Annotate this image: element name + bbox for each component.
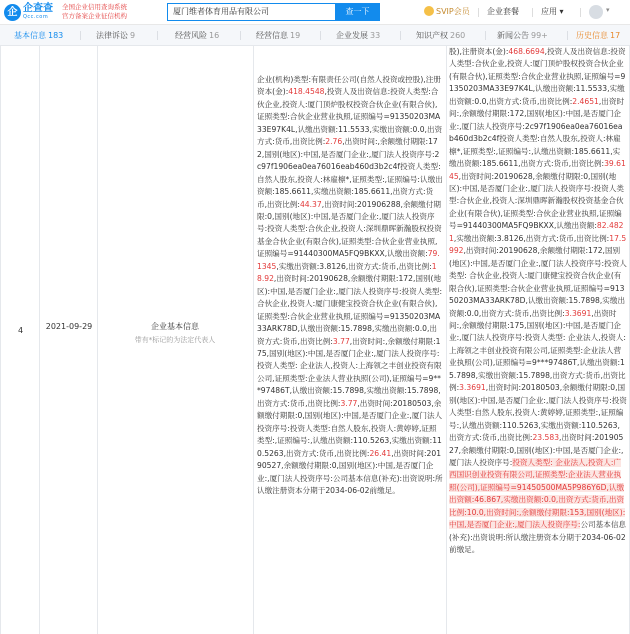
search-button[interactable]: 查一下 [335, 3, 380, 21]
changed-value: 2.4651 [572, 96, 599, 106]
column-divider [253, 46, 254, 634]
change-type: 企业基本信息 [151, 322, 199, 331]
tab-divider [80, 31, 81, 40]
changed-value: 82.4821 [449, 221, 624, 243]
nav-divider [478, 8, 479, 17]
top-header [0, 0, 630, 25]
qcc-logo[interactable] [4, 3, 56, 22]
legal-rep-note: 带有*标记的为法定代表人 [134, 336, 216, 344]
changed-value: 79.1345 [257, 249, 440, 271]
changed-value: 26.41 [369, 448, 392, 458]
tab-divider [240, 31, 241, 40]
record-text: ,实缴出资额:3.8126,出资方式:货币,出资比例: [453, 233, 610, 243]
slogan [62, 3, 162, 21]
tab-divider [157, 31, 158, 40]
app-menu[interactable]: 应用 ▾ [541, 7, 564, 16]
section-tabs [0, 25, 630, 46]
logo-text: 企查查 [23, 3, 53, 14]
record-text: ,投资人及出资信息:投资人类型:合伙企业,投资人:厦门顶炉股权投资合伙企业(有限合伙),证照类型:合伙企业营业执照,证照编号=91350203MA33E97K4L,认缴出资额:11.5533,实缴出资额:0.0,出资方式:货币,出资比例: [449, 47, 626, 106]
changed-value: 3.3691 [564, 308, 592, 318]
record-text: ,出资时间:20190527,余额缴付期限:0,国别(地区):中国,是否厦门企业:,厦门法人投资序号: [449, 433, 624, 467]
tab-divider [320, 31, 321, 40]
changed-value: 18.92 [257, 261, 437, 284]
column-divider [97, 46, 98, 634]
record-text: 股),注册资本(金): [449, 47, 509, 56]
record-text: ,投资人及出资信息:投资人类型:合伙企业,投资人:厦门顶炉股权投资合伙企业(有限合伙),证照类型:合伙企业营业执照,证照编号=91350203MA33E97K4L,认缴出资额:11.5533,实缴出资额:0.0,出资方式:货币,出资比例: [257, 87, 443, 147]
search-input[interactable]: 厦门维者体育用品有限公司 [167, 3, 335, 21]
svip-crown-icon [424, 6, 434, 16]
tab-divider [400, 31, 401, 40]
tab-history[interactable]: 历史信息 17 [576, 31, 621, 40]
changed-value: 418.4548 [288, 87, 325, 97]
tab-legal[interactable]: 法律诉讼 9 [96, 31, 136, 40]
tab-risk[interactable]: 经营风险 16 [175, 31, 220, 40]
svip-link[interactable]: SVIP会员 [424, 5, 470, 19]
logo-mark-icon: 企 [4, 4, 21, 21]
record-text: ,出资时间:,余额缴付期限:172,国别(地区):中国,是否厦门企业:,厦门法人投资序号:2c97f1906ea0ea76016eab460d3b2c4f投资人类型:自然人股东,投资人:林雇檩*,证照类型:,证照编号:认缴出资额:185.6611,实缴出资额:185.6611,出资方式:货币,出资比例: [257, 137, 443, 209]
record-text: ,出资时间:201906288,余额缴付期限:0,国别(地区):中国,是否厦门企业:,厦门法人投资序号:投资人类型:合伙企业,投资人:深圳鼎晖新瀚股权投资基金合伙企业(有限合伙),证照类型:合伙企业营业执照,证照编号=91440300MA5FQ9BKXX,认缴出资额: [257, 199, 442, 259]
slogan-line-2: 官方备案企业征信机构 [62, 12, 127, 20]
suite-link[interactable]: 企业套餐 [487, 7, 519, 16]
nav-divider [580, 8, 581, 17]
changed-value: 3.3691 [459, 383, 486, 393]
chevron-down-icon[interactable]: ▾ [606, 6, 610, 14]
record-text: ,出资时间:20190628,余额缴付期限:172,国别(地区):中国,是否厦门企业:,厦门法人投资序号:投资人类型: 合伙企业,投资人:厦门康健宝投资合伙企业(有限合伙),证照类型:合伙企业营业执照,证照编号=91350203MA33ARK78D,认缴出资额:15.7898,实缴出资额:0.0,出资方式:货币,出资比例: [257, 274, 443, 346]
after-change-content [449, 46, 627, 557]
record-text: 公司基本信息(补充):出资说明:所认缴注册资本分期于2034-06-02前缴足。 [449, 520, 627, 555]
tab-operation[interactable]: 经营信息 19 [256, 31, 301, 40]
tab-development[interactable]: 企业发展 33 [336, 31, 381, 40]
slogan-line-1: 全国企业信用查询系统 [62, 3, 127, 11]
record-text: ,出资时间:20190628,余额缴付期限:0,国别(地区):中国,是否厦门企业:,厦门法人投资序号:投资人类型:合伙企业,投资人:深圳鼎晖新瀚股权投资基金合伙企业(有限合伙),证照类型:合伙企业营业执照,证照编号=91440300MA5FQ9BKXX,认缴出资额: [449, 171, 624, 231]
row-index: 4 [17, 326, 24, 335]
tab-news[interactable]: 新闻公告 99+ [497, 31, 548, 40]
record-text: ,实缴出资额:3.8126,出资方式:货币,出资比例: [276, 261, 432, 271]
change-record-table [0, 46, 630, 634]
changed-value: 3.77 [340, 398, 358, 408]
logo-domain: Qcc.com [23, 14, 49, 20]
record-text: 企业(机构)类型:有限责任公司(自然人投资或控股),注册资本(金): [257, 75, 441, 97]
record-text: ,出资时间:20190527,余额缴付期限:0,国别(地区):中国,是否厦门企业:,厦门法人投资序号:公司基本信息(补充):出资说明:所认缴注册资本分期于2034-06-02前缴足。 [257, 448, 443, 495]
nav-divider [532, 8, 533, 17]
change-date: 2021-09-29 [45, 322, 93, 331]
column-divider [39, 46, 40, 634]
record-text: ,出资时间:,余额缴付期限:175,国别(地区):中国,是否厦门企业:,厦门法人投资序号:投资人类型: 企业法人,投资人:上海领之丰创业投资有限公司,证照类型:企业法人营业执照(公司),证照编号=9***97486T,认缴出资额:15.7898,实缴出资额:15.7898,出资方式:货币,出资比例: [449, 308, 626, 393]
record-text: ,出资时间:20180503,余额缴付期限:0,国别(地区):中国,是否厦门企业:,厦门法人投资序号:投资人类型:自然人股东,投资人:黄婷婷,证照类型:,证照编号:,认缴出资额:110.5263,实缴出资额:110.5263,出资方式:货币,出资比例: [257, 398, 443, 458]
changed-value: 468.6694 [508, 47, 545, 56]
changed-value: 2.76 [325, 137, 343, 147]
changed-value: 投资人类型: 企业法人,投资人:广西国识创业投资有限公司,证照类型:企业法人营业执照(公司),证照编号=91450500MA5P986Y6D,认缴出资额:46.867,实缴出资额:0.0,出资方式:货币,出资比例:10.0,出资时间:,余额缴付期限:153,国别(地区):中国,是否厦门企业:,厦门法人投资序号: [449, 457, 626, 530]
tab-divider [567, 31, 568, 40]
changed-value: 39.6145 [449, 159, 626, 181]
tab-divider [485, 31, 486, 40]
record-text: ,出资时间:20190628,余额缴付期限:172,国别(地区):中国,是否厦门企业:,厦门法人投资序号:投资人类型: 合伙企业,投资人:厦门康健宝投资合伙企业(有限合伙),证照类型:合伙企业营业执照,证照编号=91350203MA33ARK78D,认缴出资额:15.7898,实缴出资额:0.0,出资方式:货币,出资比例: [449, 246, 627, 318]
user-avatar[interactable] [589, 5, 603, 19]
record-text: ,出资时间:20180503,余额缴付期限:0,国别(地区):中国,是否厦门企业:,厦门法人投资序号:投资人类型:自然人股东,投资人:黄婷婷,证照类型:,证照编号:,认缴出资额:110.5263,实缴出资额:110.5263,出资方式:货币,出资比例: [449, 383, 627, 443]
tab-ip[interactable]: 知识产权 260 [416, 31, 466, 40]
changed-value: 17.5992 [449, 233, 627, 256]
tab-basic-info[interactable]: 基本信息 183 [14, 31, 64, 40]
record-text: ,出资时间:,余额缴付期限:172,国别(地区):中国,是否厦门企业:,厦门法人投资序号:2c97f1906ea0ea76016eab460d3b2c4f投资人类型:自然人股东,投资人:林雇檩*,证照类型:,证照编号:,认缴出资额:185.6611,实缴出资额:185.6611,出资方式:货币,出资比例: [449, 96, 625, 169]
changed-value: 23.583 [532, 433, 560, 443]
before-change-content [257, 74, 443, 497]
changed-value: 44.37 [299, 199, 322, 209]
record-text: ,出资时间:,余额缴付期限:175,国别(地区):中国,是否厦门企业:,厦门法人投资序号:投资人类型: 企业法人,投资人:上海领之丰创业投资有限公司,证照类型:企业法人营业执照(公司),证照编号=9***97486T,认缴出资额:15.7898,实缴出资额:15.7898,出资方式:货币,出资比例: [257, 336, 442, 408]
column-divider [446, 46, 447, 634]
changed-value: 3.77 [332, 336, 350, 346]
